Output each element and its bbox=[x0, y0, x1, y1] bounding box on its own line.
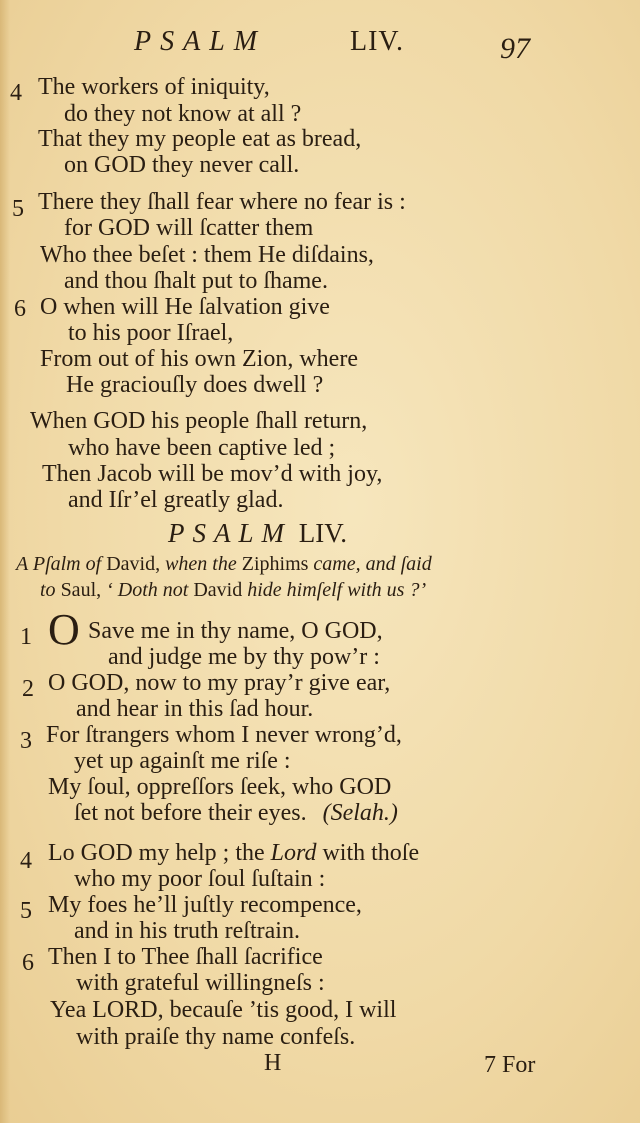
verse-line: with grateful willingneſs : bbox=[76, 970, 325, 996]
psalm-heading-number: LIV. bbox=[298, 518, 348, 548]
verse-line: Yea LORD, becauſe ’tis good, I will bbox=[50, 997, 397, 1023]
verse-number: 5 bbox=[20, 898, 32, 924]
page-binding-edge bbox=[0, 0, 10, 1123]
verse-line: The workers of iniquity, bbox=[38, 74, 270, 100]
catchword: 7 For bbox=[484, 1052, 536, 1078]
psalm-heading bbox=[168, 518, 347, 549]
signature-mark: H bbox=[264, 1050, 282, 1076]
verse-line: Save me in thy name, O GOD, bbox=[88, 618, 383, 644]
verse-line: yet up againſt me riſe : bbox=[74, 748, 291, 774]
running-head-number: LIV. bbox=[350, 26, 405, 57]
verse-line: for GOD will ſcatter them bbox=[64, 215, 314, 241]
verse-number: 6 bbox=[14, 296, 26, 322]
verse-line: Then I to Thee ſhall ſacrifice bbox=[48, 944, 323, 970]
verse-line: and thou ſhalt put to ſhame. bbox=[64, 268, 328, 294]
verse-line: to his poor Iſrael, bbox=[68, 320, 234, 346]
verse-line: Then Jacob will be mov’d with joy, bbox=[42, 461, 383, 487]
verse-line: He graciouſly does dwell ? bbox=[66, 372, 324, 398]
page-number: 97 bbox=[500, 32, 530, 65]
verse-line: From out of his own Zion, where bbox=[40, 346, 358, 372]
verse-line: When GOD his people ſhall return, bbox=[30, 408, 368, 434]
verse-line: who have been captive led ; bbox=[68, 435, 336, 461]
selah-marker: (Selah.) bbox=[322, 800, 398, 826]
verse-line: Who thee beſet : them He diſdains, bbox=[40, 242, 374, 268]
verse-number: 6 bbox=[22, 950, 34, 976]
verse-number: 5 bbox=[12, 196, 24, 222]
verse-line: Lo GOD my help ; the Lord with thoſe bbox=[48, 840, 420, 866]
superscription-line: A Pſalm of David, when the Ziphims came, and ſaid bbox=[16, 553, 432, 575]
verse-line: who my poor ſoul ſuſtain : bbox=[74, 866, 326, 892]
verse-line: That they my people eat as bread, bbox=[38, 126, 362, 152]
verse-line: and hear in this ſad hour. bbox=[76, 696, 314, 722]
verse-line: ſet not before their eyes. (Selah.) bbox=[74, 800, 398, 826]
verse-line: My foes he’ll juſtly recompence, bbox=[48, 892, 362, 918]
verse-line: My ſoul, oppreſſors ſeek, who GOD bbox=[48, 774, 392, 800]
lord-word: Lord bbox=[270, 840, 317, 866]
verse-line: on GOD they never call. bbox=[64, 152, 300, 178]
verse-number: 4 bbox=[20, 848, 32, 874]
verse-number: 1 bbox=[20, 624, 32, 650]
running-head-title: PSALM bbox=[134, 26, 267, 57]
verse-line: do they not know at all ? bbox=[64, 101, 302, 127]
verse-line: For ſtrangers whom I never wrong’d, bbox=[46, 722, 402, 748]
verse-number: 2 bbox=[22, 676, 34, 702]
drop-cap: O bbox=[48, 605, 80, 654]
psalm-heading-title: PSALM bbox=[168, 518, 292, 548]
verse-line: and Iſr’el greatly glad. bbox=[68, 487, 284, 513]
verse-number: 4 bbox=[10, 80, 22, 106]
verse-line: with praiſe thy name confeſs. bbox=[76, 1024, 356, 1050]
superscription-line: to Saul, ‘ Doth not David hide himſelf with us ?’ bbox=[40, 579, 427, 601]
verse-line: and in his truth reſtrain. bbox=[74, 918, 300, 944]
verse-line: O when will He ſalvation give bbox=[40, 294, 330, 320]
verse-number: 3 bbox=[20, 728, 32, 754]
verse-line: and judge me by thy pow’r : bbox=[108, 644, 380, 670]
verse-line: O GOD, now to my pray’r give ear, bbox=[48, 670, 391, 696]
verse-line: There they ſhall fear where no fear is : bbox=[38, 189, 406, 215]
